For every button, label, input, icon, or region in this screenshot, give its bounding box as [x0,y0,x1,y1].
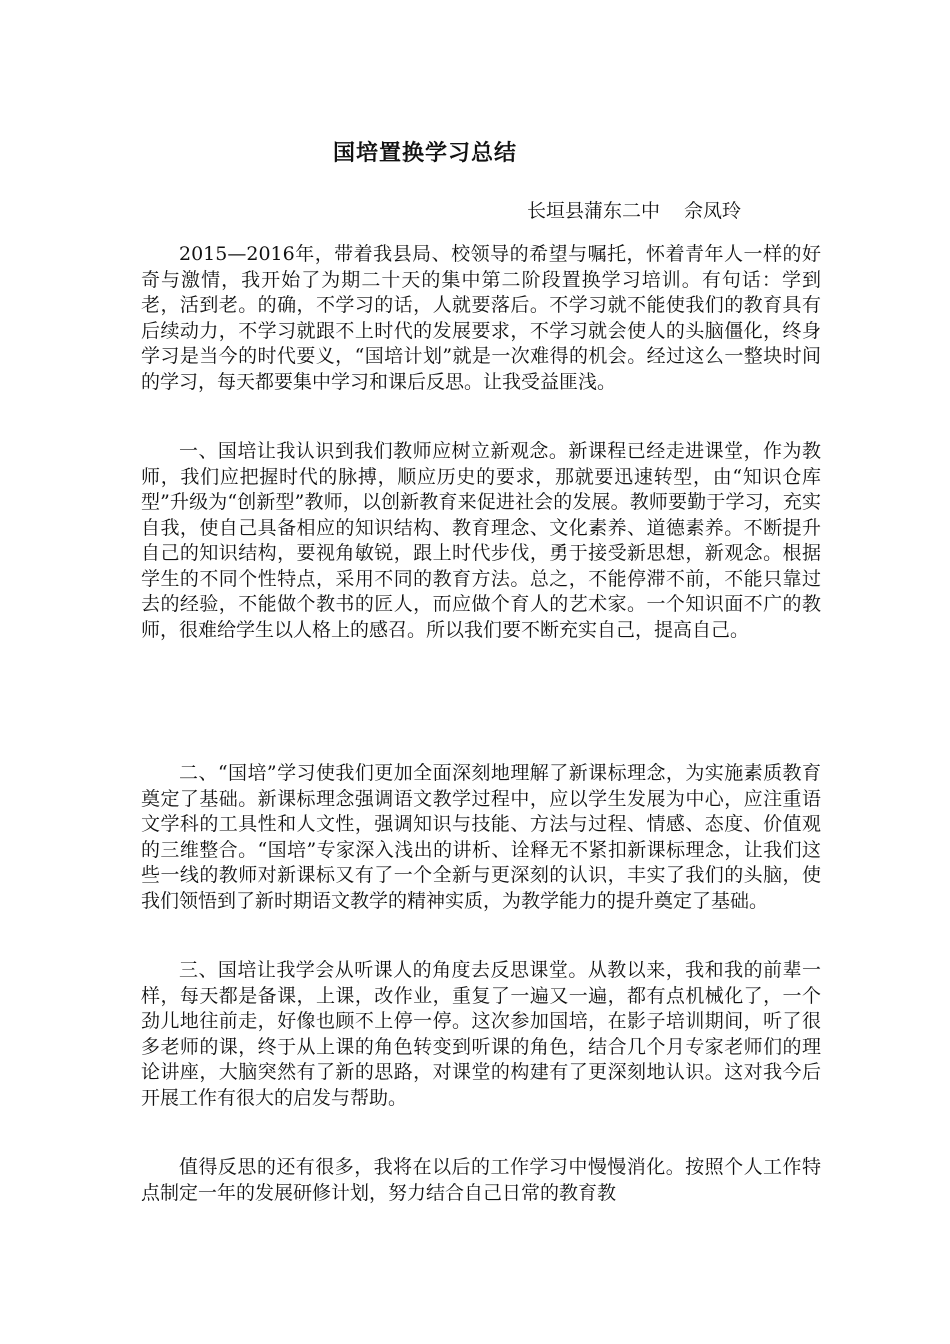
body-paragraph-2: 一、国培让我认识到我们教师应树立新观念。新课程已经走进课堂，作为教师，我们应把握时代的脉搏，顺应历史的要求，那就要迅速转型，由“知识仓库型”升级为“创新型”教师，以创新教育来促进社会的发展。教师要勤于学习，充实自我，使自己具备相应的知识结构、教育理念、文化素养、道德素养。不断提升自己的知识结构，要视角敏锐，跟上时代步伐，勇于接受新思想，新观念。根据学生的不同个性特点，采用不同的教育方法。总之，不能停滞不前，不能只靠过去的经验，不能做个教书的匠人，而应做个育人的艺术家。一个知识面不广的教师，很难给学生以人格上的感召。所以我们要不断充实自己，提高自己。 [141,440,821,641]
author-name: 佘凤玲 [684,200,742,222]
author-school: 长垣县蒲东二中 [527,200,661,222]
body-paragraph-5: 值得反思的还有很多，我将在以后的工作学习中慢慢消化。按照个人工作特点制定一年的发展研修计划，努力结合自己日常的教育教 [141,1156,821,1204]
body-paragraph-3: 二、“国培”学习使我们更加全面深刻地理解了新课标理念，为实施素质教育奠定了基础。新课标理念强调语文教学过程中，应以学生发展为中心，应注重语文学科的工具性和人文性，强调知识与技能、方法与过程、情感、态度、价值观的三维整合。“国培”专家深入浅出的讲析、诠释无不紧扣新课标理念，让我们这些一线的教师对新课标又有了一个全新与更深刻的认识，丰实了我们的头脑，使我们领悟到了新时期语文教学的精神实质，为教学能力的提升奠定了基础。 [141,762,821,912]
body-paragraph-4: 三、国培让我学会从听课人的角度去反思课堂。从教以来，我和我的前辈一样，每天都是备课，上课，改作业，重复了一遍又一遍，都有点机械化了，一个劲儿地往前走，好像也顾不上停一停。这次参加国培，在影子培训期间，听了很多老师的课，终于从上课的角色转变到听课的角色，结合几个月专家老师们的理论讲座，大脑突然有了新的思路，对课堂的构建有了更深刻地认识。这对我今后开展工作有很大的启发与帮助。 [141,959,821,1109]
body-paragraph-1: 2015—2016年，带着我县局、校领导的希望与嘱托，怀着青年人一样的好奇与激情，我开始了为期二十天的集中第二阶段置换学习培训。有句话：学到老，活到老。的确，不学习的话，人就要落后。不学习就不能使我们的教育具有后续动力，不学习就跟不上时代的发展要求，不学习就会使人的头脑僵化，终身学习是当今的时代要义，“国培计划”就是一次难得的机会。经过这么一整块时间的学习，每天都要集中学习和课后反思。让我受益匪浅。 [141,243,821,393]
document-title: 国培置换学习总结 [332,140,517,166]
author-line [527,196,741,223]
